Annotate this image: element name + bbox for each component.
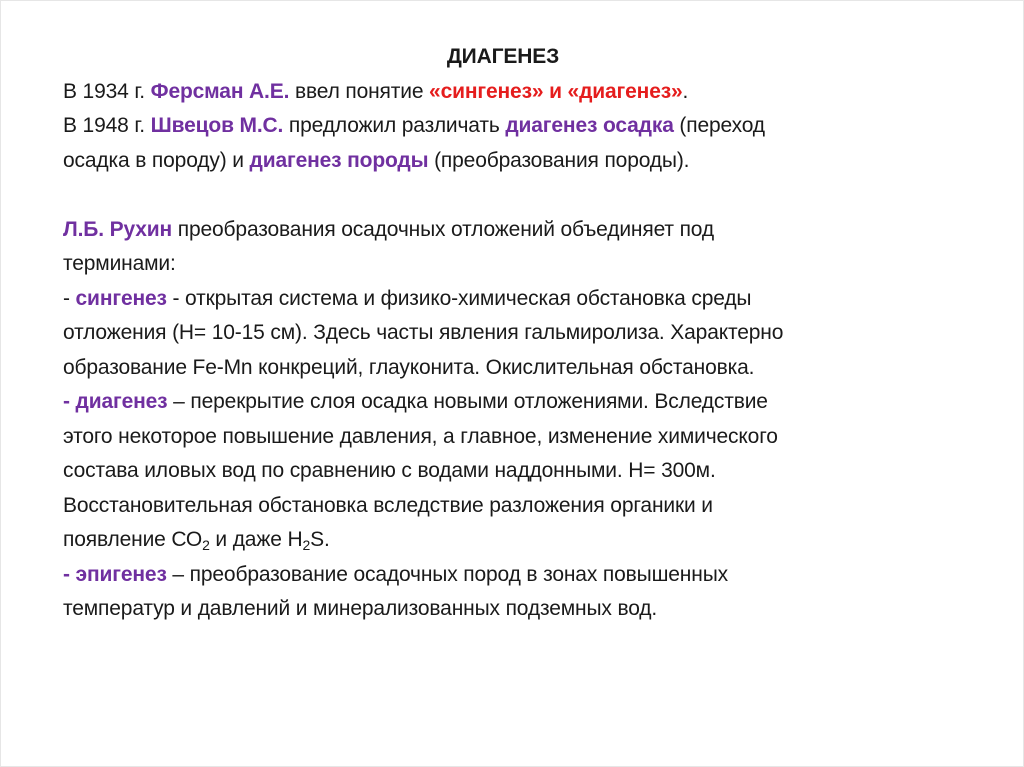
subscript-2-h: 2 <box>302 537 311 553</box>
p1-mid: ввел понятие <box>289 79 430 103</box>
diagenez-line1 <box>63 385 983 420</box>
slide-title: ДИАГЕНЕЗ <box>446 45 560 68</box>
term-diagenez-porody: диагенез породы <box>249 148 429 172</box>
author-shvetsov: Швецов М.С. <box>150 114 284 137</box>
p2-mid1: предложил различать <box>283 114 506 137</box>
p1-prefix: В 1934 г. <box>63 79 151 103</box>
diagenez-line5-b: и даже Н <box>209 528 303 551</box>
singenez-line1-rest: - открытая система и физико-химическая обстановка среды <box>166 286 752 310</box>
diagenez-line5 <box>63 523 983 558</box>
p2-line2-suffix: (преобразования породы). <box>428 148 690 172</box>
p2-line2-prefix: осадка в породу) и <box>63 148 250 172</box>
term-diagenez: - диагенез <box>63 390 168 413</box>
diagenez-line1-rest: – перекрытие слоя осадка новыми отложениями. Вследствие <box>167 390 768 413</box>
diagenez-line4: Восстановительная обстановка вследствие разложения органики и <box>63 493 713 517</box>
paragraph-shvetsov-line2 <box>63 144 983 179</box>
paragraph-rukhin-line2: терминами: <box>63 252 176 275</box>
p2-mid2: (переход <box>673 114 765 137</box>
p3-line1-rest: преобразования осадочных отложений объединяет под <box>172 217 714 241</box>
term-epigenez: - эпигенез <box>63 562 167 586</box>
singenez-line3: образование Fe-Mn конкреций, глауконита. Окислительная обстановка. <box>63 355 755 379</box>
paragraph-fersman <box>63 75 983 110</box>
singenez-dash: - <box>63 286 76 310</box>
diagenez-line5-a: появление СО <box>63 528 203 551</box>
slide-content <box>63 40 983 627</box>
diagenez-line5-c: S. <box>310 528 330 551</box>
paragraph-rukhin-line1 <box>63 213 983 248</box>
singenez-line2: отложения (Н= 10-15 см). Здесь часты явления гальмиролиза. Характерно <box>63 321 784 344</box>
p2-prefix: В 1948 г. <box>63 114 151 137</box>
diagenez-line3: состава иловых вод по сравнению с водами наддонными. Н= 300м. <box>63 459 716 482</box>
diagenez-line2: этого некоторое повышение давления, а главное, изменение химического <box>63 424 778 448</box>
terms-singenez-diagenez: «сингенез» и «диагенез» <box>429 79 683 103</box>
subscript-2-co: 2 <box>202 537 210 553</box>
p1-suffix: . <box>682 79 689 103</box>
singenez-line1 <box>63 282 983 317</box>
epigenez-line2: температур и давлений и минерализованных подземных вод. <box>63 597 658 620</box>
author-fersman: Ферсман А.Е. <box>150 79 290 103</box>
paragraph-shvetsov-line1 <box>63 109 983 144</box>
term-singenez: сингенез <box>75 286 167 310</box>
paragraph-gap <box>63 178 983 213</box>
epigenez-line1-rest: – преобразование осадочных пород в зонах повышенных <box>166 562 728 586</box>
term-diagenez-osadka: диагенез осадка <box>505 114 674 137</box>
author-rukhin: Л.Б. Рухин <box>63 217 173 241</box>
epigenez-line1 <box>63 558 983 593</box>
